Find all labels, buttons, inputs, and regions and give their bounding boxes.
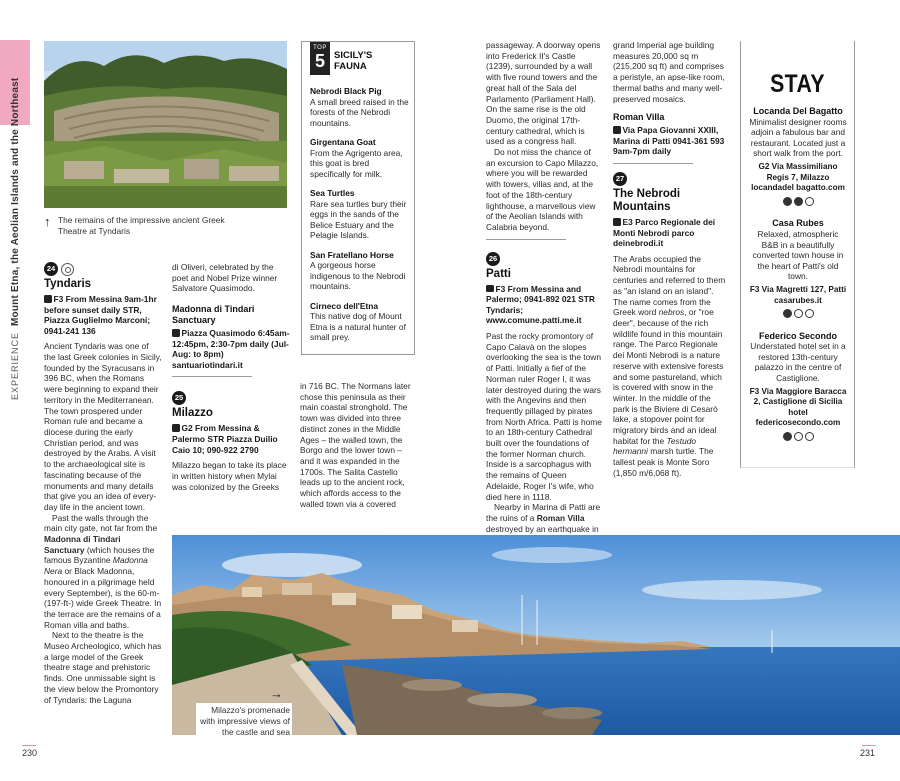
column-3 — [300, 381, 414, 509]
patti-paragraph-3: grand Imperial age building measures 20,000 sq m (215,200 sq ft) and comprises a peristyle, an apse-like room, thermal baths and many well-preserved mosaics. — [613, 40, 725, 104]
nebros-italic: nebros — [658, 307, 685, 318]
top5-item-text: This native dog of Mount Etna is a natural hunter of small prey. — [310, 311, 406, 342]
madonna-nera-italic: Madonna Nera — [44, 555, 148, 577]
running-header — [10, 78, 21, 400]
map-icon — [44, 295, 52, 303]
sanctuary-info: Piazza Quasimodo 6:45am-12:45pm, 2:30-7pm daily (Jul-Aug: to 8pm) santuariotindari.it — [172, 328, 290, 370]
hotel-name: Federico Secondo — [758, 330, 838, 341]
top5-item — [310, 137, 410, 179]
tyndaris-paragraph-1: Ancient Tyndaris was one of the last Greek colonies in Sicily, founded by the Syracusans in 396 BC, when the Romans were beginning to expand their territory in the Mediterranean. The town prospered under Roman rule and became a diocese during the early Christian period, and was destroyed by the Arabs. A visit to the archaeological site is fascinating because of the monuments and many details that give you an idea of every-day life in the ancient town. — [44, 341, 162, 512]
price-coin-icon — [805, 432, 814, 441]
caption-arrow-right-icon: → — [270, 686, 283, 701]
patti-title: Patti — [486, 267, 511, 280]
sanctuary-bold: Madonna di Tindari Sanctuary — [44, 534, 121, 555]
nebrodi-paragraph-1 — [613, 254, 729, 479]
price-coin-icon — [805, 309, 814, 318]
tyndaris-paragraph-2 — [44, 513, 162, 631]
map-icon — [172, 424, 180, 432]
top5-item-name: Cirneco dell'Etna — [310, 300, 379, 311]
top5-fauna-box — [301, 41, 415, 355]
milazzo-paragraph-1: Milazzo began to take its place in written history when Mylai was colonized by the Greeks — [172, 460, 287, 492]
roman-villa-title: Roman Villa — [613, 112, 665, 123]
page-number-right: 231 — [860, 748, 876, 758]
caption-arrow-up-icon: ↑ — [44, 214, 51, 229]
top5-title-line-2: FAUNA — [334, 60, 367, 72]
text-run: or Black Madonna, honoured in a pilgrimage held every September), is the 60-m- (197-ft-) wide Greek Theatre. In the terrace are the remains of a Roman villa and baths. — [44, 566, 162, 630]
top5-title-line-1: SICILY'S — [334, 50, 373, 61]
top5-item-name: Sea Turtles — [310, 188, 355, 198]
tyndaris-info: F3 From Messina 9am-1hr before sunset daily STR, Piazza Guglielmo Marconi; 0941-241 136 — [44, 294, 157, 336]
milazzo-info: G2 From Messina & Palermo STR Piazza Duilio Caio 10; 090-922 2790 — [172, 423, 278, 455]
price-coin-icon — [794, 197, 803, 206]
top5-item-text: A gorgeous horse indigenous to the Nebrodi mountains. — [310, 260, 406, 291]
milazzo-caption: Milazzo's promenade with impressive views of the castle and sea — [196, 703, 292, 740]
hotel-info: F3 Via Magretti 127, Patti casarubes.it — [749, 284, 847, 305]
nebrodi-info: E3 Parco Regionale dei Monti Nebrodi parco deinebrodi.it — [613, 217, 716, 249]
patti-paragraph-1: Past the rocky promontory of Capo Calavà on the slopes overlooking the sea is the town of Patti. Initially a fief of the Norman ruler Roger I, it was later destroyed during the wars with the Angevins and then frequently pillaged by pirates from North Africa. Patti is home to an 18th-century Cathedral built over the foundations of the former Norman church. Inside is a sarcophagus with the remains of Queen Adelaide, Roger I's wife, who died here in 1118. — [486, 331, 602, 502]
top5-badge-number: 5 — [314, 51, 325, 71]
entry-number-25: 25 — [172, 391, 186, 405]
hotel-info: F3 Via Maggiore Baracca 2, Castiglione di Sicilia hotel federicosecondo.com — [749, 386, 847, 428]
patti-info: F3 From Messina and Palermo; 0941-892 021 STR Tyndaris; www.comune.patti.me.it — [486, 283, 595, 326]
price-coin-icon — [794, 432, 803, 441]
price-rating — [748, 309, 848, 321]
roman-villa-info: Via Papa Giovanni XXIII, Marina di Patti 0941-361 593 9am-7pm daily — [613, 125, 725, 157]
price-coin-icon — [805, 197, 814, 206]
nebrodi-title: The Nebrodi Mountains — [613, 188, 681, 213]
top5-badge — [310, 42, 330, 75]
price-coin-icon — [783, 309, 792, 318]
greek-theatre-photo — [44, 41, 287, 208]
hotel-description: Understated hotel set in a restored 13th-century palazzo in the centre of Castiglione. — [750, 341, 846, 384]
price-coin-icon — [794, 309, 803, 318]
page-rule-left — [22, 745, 36, 746]
top5-item — [310, 301, 410, 343]
column-1 — [44, 262, 162, 705]
top5-item-name: San Fratellano Horse — [310, 249, 394, 260]
price-coin-icon — [783, 432, 792, 441]
column-4 — [486, 40, 602, 545]
stay-title: STAY — [770, 70, 825, 98]
hotel-info: G2 Via Massimiliano Regis 7, Milazzo locandadel bagatto.com — [751, 161, 845, 193]
text-run: , or "roe deer", because of the rich wildlife found in this mountain range. The Parco Regionale dei Monti Nebrodi is a nature reserve with extensive forests and some pastureland, which is covered with snow in the winter. In the middle of the park is the Biviere di Cesarò lake, a stopover point for migratory birds and an ideal habitat for the — [613, 307, 724, 446]
column-5 — [613, 40, 729, 479]
hotel-description: Relaxed, atmospheric B&B in a beautifully converted town house in the heart of Patti's old town. — [752, 228, 844, 282]
section-label: EXPERIENCE — [10, 331, 20, 400]
text-run: marsh turtle. The tallest peak is Monte Soro (1,850 m/6,068 ft). — [613, 446, 714, 478]
milazzo-title: Milazzo — [172, 407, 213, 420]
milazzo-paragraph-2: in 716 BC. The Normans later chose this peninsula as their main coastal stronghold. The town was divided into three distinct zones in the Middle Ages – the walled town, the Borgo and the lower town – and it was expanded in the 1700s. The Salita Castello leads up to the ancient rock, which affords access to the walled town via a covered — [300, 381, 411, 509]
top5-list — [310, 86, 410, 352]
hotel-name: Casa Rubes — [772, 218, 824, 229]
stay-list — [748, 106, 848, 448]
top5-item-text: Rare sea turtles bury their eggs in the sands of the Belice Estuary and the Pelagie Islands. — [310, 198, 407, 240]
text-run: The Arabs occupied the Nebrodi mountains for centuries and referred to them as "an island on an island". The name comes from the Greek word — [613, 253, 726, 318]
top5-badge-label: TOP — [313, 45, 327, 51]
divider — [613, 163, 693, 164]
testudo-italic: Testudo hermanni — [613, 435, 697, 457]
top5-item-text: From the Agrigento area, this goat is bred specifically for milk. — [310, 147, 403, 179]
top5-item — [310, 250, 410, 292]
entry-number-26: 26 — [486, 252, 500, 266]
divider — [486, 239, 566, 240]
hotel-name: Locanda Del Bagatto — [753, 106, 843, 116]
top5-item-name: Nebrodi Black Pig — [310, 86, 382, 96]
address-icon — [613, 126, 621, 134]
top5-title — [334, 51, 372, 72]
sanctuary-title: Madonna di Tindari Sanctuary — [172, 304, 255, 326]
text-run: Past the walls through the main city gate, not far from the — [44, 512, 158, 534]
top5-item-text: A small breed raised in the forests of the Nebrodi mountains. — [310, 96, 409, 128]
top5-item — [310, 188, 410, 241]
top5-item — [310, 86, 410, 128]
milazzo-paragraph-3: passageway. A doorway opens into Frederick II's Castle (1239), surrounded by a wall with five round towers and the great hall of the Sala del Parlamento (Parliament Hall). On the same rise is the old Duomo, the original 17th-century cathedral, which is used as a congress hall. — [486, 40, 601, 147]
milazzo-paragraph-4: Do not miss the chance of an excursion to Capo Milazzo, where you will be rewarded with towers, villas and, at the foot of the 18th-century lighthouse, a marvellous view of the Aeolian Islands with Calabria beyond. — [486, 147, 599, 232]
map-icon — [486, 285, 494, 293]
price-rating — [748, 432, 848, 444]
text-run: Nearby in Marina di Patti are the ruins of a — [486, 502, 601, 523]
column-2 — [172, 262, 290, 492]
price-coin-icon — [783, 197, 792, 206]
top5-item-name: Girgentana Goat — [310, 137, 376, 147]
tyndaris-title: Tyndaris — [44, 278, 92, 290]
map-icon — [613, 218, 621, 226]
entry-number-24: 24 — [44, 262, 58, 276]
tyndaris-paragraph-4: di Oliveri, celebrated by the poet and Nobel Prize winner Salvatore Quasimodo. — [172, 262, 278, 294]
page-number-left: 230 — [22, 748, 38, 758]
text-run: (which houses the famous Byzantine — [44, 544, 155, 566]
roman-villa-bold: Roman Villa — [536, 512, 585, 523]
address-icon — [172, 329, 180, 337]
top-sight-icon — [61, 263, 74, 276]
divider — [172, 376, 252, 377]
price-rating — [748, 197, 848, 209]
text-run: destroyed by an earthquake in — [486, 523, 599, 534]
theatre-caption: The remains of the impressive ancient Greek Theatre at Tyndaris — [58, 215, 225, 236]
entry-number-27: 27 — [613, 172, 627, 186]
hotel-description: Minimalist designer rooms adjoin a fabulous bar and restaurant. Located just a short walk from the port. — [749, 116, 847, 159]
tyndaris-paragraph-3: Next to the theatre is the Museo Archeologico, which has a large model of the Greek theatre stage and prehistoric finds. One unmissable sight is the view below the Promontory of Tyndaris: the Laguna — [44, 630, 162, 705]
region-label: Mount Etna, the Aeolian Islands and the Northeast — [10, 77, 21, 326]
page-rule-right — [862, 745, 876, 746]
